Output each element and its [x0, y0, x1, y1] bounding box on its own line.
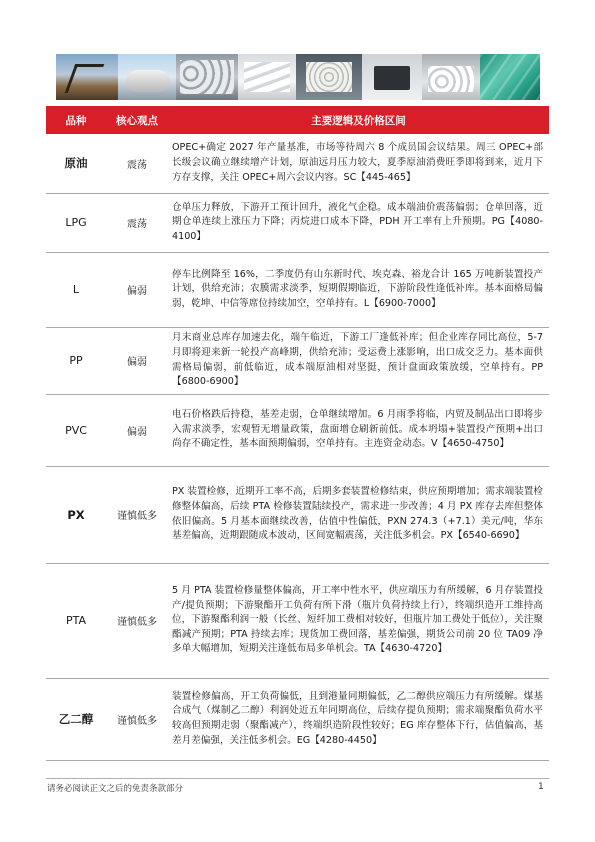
logic-text: 装置检修偏高，开工负荷偏低，且到港量同期偏低，乙二醇供应端压力有所缓解。煤基合成气（煤制乙二醇）利润处近五年同期高位，后续存提负预期；需求端聚酯负荷水平较高但预期走弱（聚酯减产），终端织造阶段性较好；EG 库存整体下行，估值偏高，基差月差偏强，关注低多机会。EG【4280-4450】: [168, 678, 549, 760]
core-view: 震荡: [106, 193, 168, 252]
product-name: 乙二醇: [46, 678, 106, 760]
lpg-tank-photo: [118, 54, 176, 100]
header-product: 品种: [46, 106, 106, 134]
core-view: 震荡: [106, 134, 168, 193]
table-header-row: [46, 106, 549, 134]
logic-text: 5 月 PTA 装置检修量整体偏高，开工率中性水平，供应端压力有所缓解，6 月存装置投产/提负预期；下游聚酯开工负荷有所下滑（瓶片负荷持续上行），终端织造开工维持高位，下游聚酯利润一般（长丝、短纤加工费相对较好，但瓶片加工费处于低位），关注聚酯减产预期；PTA 持续去库；现货加工费回落，基差偏强，期货公司前 20 位 TA09 净多单大幅增加，短期关注逢低布局多单机会。TA【4630-4720】: [168, 563, 549, 678]
product-name: PTA: [46, 563, 106, 678]
table-row-px: [46, 466, 549, 563]
core-view: 谨慎低多: [106, 678, 168, 760]
header-logic: 主要逻辑及价格区间: [168, 106, 549, 134]
footer-divider: [46, 778, 549, 779]
core-view: 偏弱: [106, 394, 168, 466]
core-view: 偏弱: [106, 252, 168, 327]
logic-text: 月末商业总库存加速去化，端午临近，下游工厂逢低补库；但企业库存同比高位，5-7 月即将迎来新一轮投产高峰期，供给充沛；受运费上涨影响，出口成交乏力。基本面供需格局偏弱，前低临近，成本端原油相对坚挺，预计盘面政策放缓，空单持有。PP【6800-6900】: [168, 327, 549, 394]
logic-text: 电石价格跌后持稳，基差走弱，仓单继续增加。6 月雨季将临，内贸及制品出口即将步入需求淡季，宏观暂无增量政策，盘面增仓刷新前低。成本坍塌+装置投产预期+出口尚存不确定性，基本面预期偏弱，空单持有。主连资金动态。V【4650-4750】: [168, 394, 549, 466]
resin-granules-photo: [296, 54, 362, 100]
pipes-photo: [238, 54, 296, 100]
header-banner: [56, 54, 540, 100]
product-name: L: [46, 252, 106, 327]
page-number: 1: [538, 782, 544, 792]
logic-text: PX 装置检修，近期开工率不高，后期多套装置检修结束，供应预期增加；需求端装置检修整体偏高，后续 PTA 检修装置陆续投产，需求进一步改善；4 月 PX 库存去库但整体依旧偏高。5 月基本面继续改善，估值中性偏低，PXN 274.3（+7.1）美元/吨，华东基差偏高，近期跟随成本波动，区间宽幅震荡，关注低多机会。PX【6540-6690】: [168, 466, 549, 563]
table-row-pvc: [46, 394, 549, 466]
logic-text: 停车比例降至 16%，二季度仍有山东新时代、埃克森、裕龙合计 165 万吨新装置投产计划，供给充沛；农膜需求淡季，短期假期临近，下游阶段性逢低补库。基本面格局偏弱，乾坤、中信等席位持续加空，空单持有。L【6900-7000】: [168, 252, 549, 327]
table-row-meg: [46, 678, 549, 760]
product-name: PVC: [46, 394, 106, 466]
table-row-l: [46, 252, 549, 327]
product-name: PX: [46, 466, 106, 563]
product-name: LPG: [46, 193, 106, 252]
oil-field-photo: [56, 54, 118, 100]
product-package-photo: [362, 54, 422, 100]
table-row-lpg: [46, 193, 549, 252]
white-granules-photo: [422, 54, 480, 100]
disclaimer-note: 请务必阅读正文之后的免责条款部分: [47, 784, 184, 794]
product-name: PP: [46, 327, 106, 394]
core-view: 偏弱: [106, 327, 168, 394]
table-row-pta: [46, 563, 549, 678]
logic-text: OPEC+确定 2027 年产量基准，市场等待周六 8 个成员国会议结果。周三 OPEC+部长级会议确立继续增产计划，原油远月压力较大，夏季原油消费旺季即将到来，近月下方存支撑，关注 OPEC+周六会议内容。SC【445-465】: [168, 134, 549, 193]
glass-sheets-photo: [480, 54, 540, 100]
table-row-crude-oil: [46, 134, 549, 193]
header-core-view: 核心观点: [106, 106, 168, 134]
core-view: 谨慎低多: [106, 466, 168, 563]
logic-text: 仓单压力释放，下游开工预计回升，液化气企稳。成本端油价震荡偏弱；仓单回落，近期仓单连续上涨压力下降；丙烷进口成本下降，PDH 开工率有上升预期。PG【4080-4100】: [168, 193, 549, 252]
product-name: 原油: [46, 134, 106, 193]
commodity-view-table: [46, 106, 549, 761]
table-row-pp: [46, 327, 549, 394]
pellets-photo: [176, 54, 238, 100]
core-view: 谨慎低多: [106, 563, 168, 678]
